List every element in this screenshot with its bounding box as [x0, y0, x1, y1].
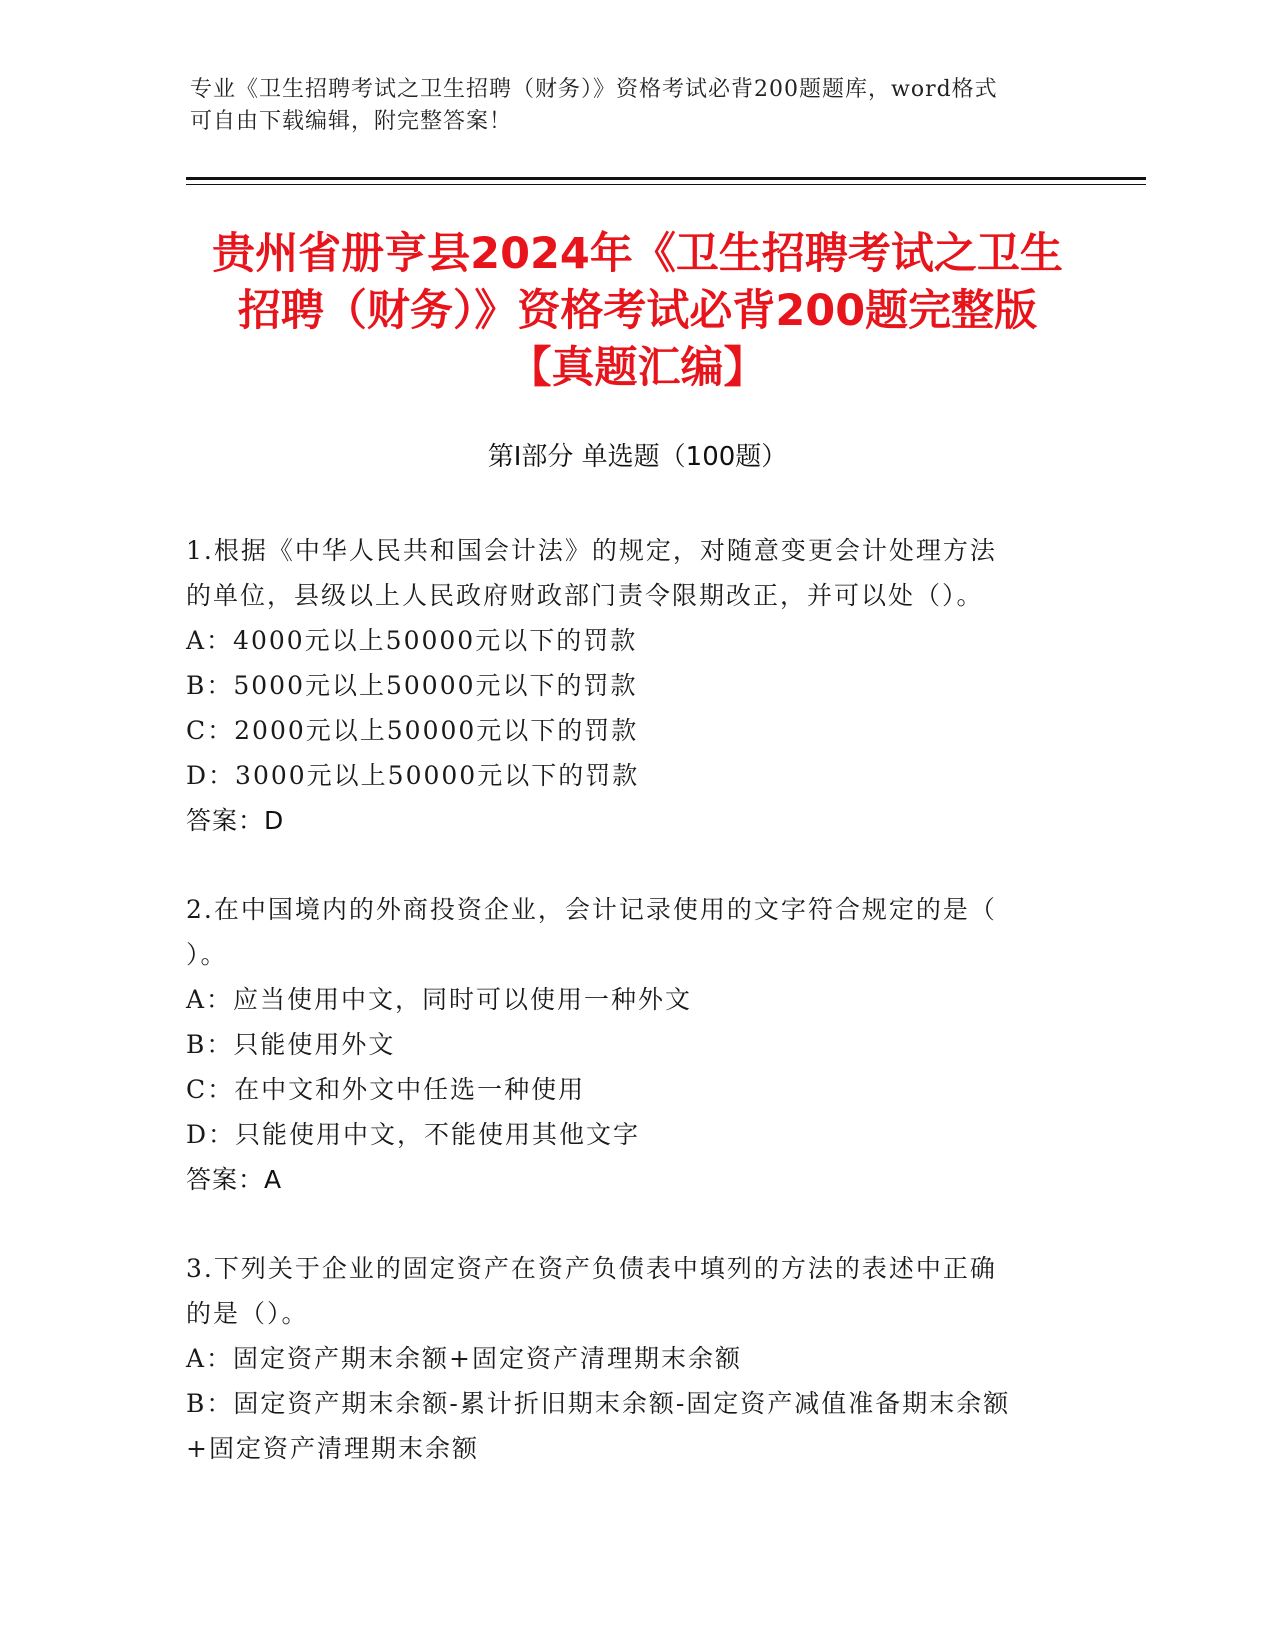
option-b-continued: +固定资产清理期末余额	[186, 1434, 479, 1463]
option-b: B：只能使用外文	[186, 1030, 396, 1059]
question-stem-line: 3.下列关于企业的固定资产在资产负债表中填列的方法的表述中正确	[186, 1254, 997, 1283]
option-a: A：固定资产期末余额+固定资产清理期末余额	[186, 1344, 743, 1373]
title-line: 【真题汇编】	[508, 343, 767, 393]
option-c: C：2000元以上50000元以下的罚款	[186, 716, 639, 745]
option-d: D：只能使用中文，不能使用其他文字	[186, 1120, 641, 1149]
question-item	[186, 887, 1086, 1202]
option-d: D：3000元以上50000元以下的罚款	[186, 761, 640, 790]
option-a: A：应当使用中文，同时可以使用一种外文	[186, 985, 693, 1014]
question-item	[186, 1246, 1086, 1471]
question-stem-line: 2.在中国境内的外商投资企业，会计记录使用的文字符合规定的是（	[186, 895, 997, 924]
answer-line: 答案：D	[186, 806, 285, 835]
option-c: C：在中文和外文中任选一种使用	[186, 1075, 586, 1104]
header-divider-thick	[186, 177, 1146, 180]
header-note-line: 专业《卫生招聘考试之卫生招聘（财务）》资格考试必背200题题库，word格式	[190, 77, 998, 102]
answer-line: 答案：A	[186, 1165, 283, 1194]
question-stem-line: 1.根据《中华人民共和国会计法》的规定，对随意变更会计处理方法	[186, 536, 997, 565]
question-stem-line: 的单位，县级以上人民政府财政部门责令限期改正，并可以处（）。	[186, 581, 984, 610]
title-line: 招聘（财务）》资格考试必背200题完整版	[237, 286, 1038, 336]
option-b: B：固定资产期末余额-累计折旧期末余额-固定资产减值准备期末余额	[186, 1389, 1011, 1418]
header-note-line: 可自由下载编辑，附完整答案！	[190, 109, 513, 134]
question-list	[186, 528, 1086, 1515]
document-title	[150, 226, 1125, 397]
title-line: 贵州省册亨县2024年《卫生招聘考试之卫生	[212, 229, 1063, 279]
question-item	[186, 528, 1086, 843]
section-heading: 第I部分 单选题（100题）	[487, 442, 788, 472]
option-b: B：5000元以上50000元以下的罚款	[186, 671, 638, 700]
question-stem-line: 的是（）。	[186, 1299, 309, 1328]
header-note	[190, 74, 1070, 138]
question-stem-line: ）。	[186, 940, 228, 969]
header-divider-thin	[186, 184, 1146, 185]
option-a: A：4000元以上50000元以下的罚款	[186, 626, 638, 655]
